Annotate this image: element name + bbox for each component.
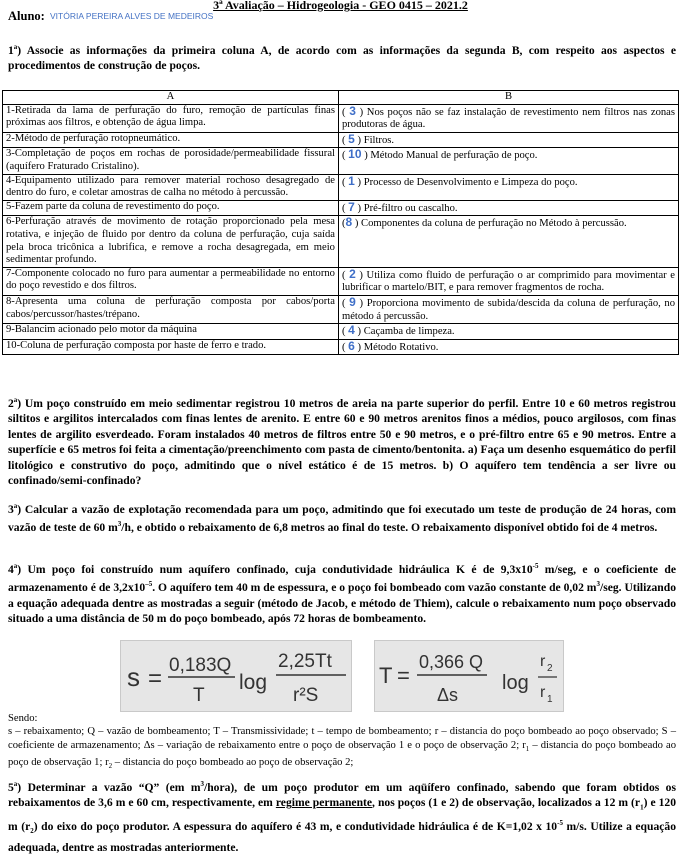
cell-b: ( 10 ) Método Manual de perfuração de poço. bbox=[338, 148, 678, 174]
cell-b: ( 5 ) Filtros. bbox=[338, 132, 678, 148]
cell-b: (8 ) Componentes da coluna de perfuração no Método à percussão. bbox=[338, 216, 678, 267]
cell-b: ( 2 ) Utiliza como fluido de perfuração o ar comprimido para movimentar e lubrificar o martelo/BIT, e para remover fragmentos de rocha. bbox=[338, 267, 678, 295]
cell-a: 10-Coluna de perfuração composta por haste de ferro e trado. bbox=[3, 339, 339, 355]
cell-a: 7-Componente colocado no furo para aumentar a permeabilidade no entorno do poço revestido e dos filtros. bbox=[3, 267, 339, 295]
question-5: 5$^a$) Determinar a vazão “Q” (em $m^3/hora$), de um poço produtor em um aqüífero confinado, sabendo que foram obtidos os rebaixamentos de 3,6 m e 60 cm, respectivamente, em regime permanente, nos poços (1 e 2) de observação, localizados a 12 m $(r_1)$ e 120 m $(r_2)$ do eixo do poço produtor. A espessura do aquífero é 43 m, e condutividade hidráulica é de K=1,02 x $10^{-5}$ m/s. Utilize a equação adequada, dentre as mostradas anteriormente. bbox=[8, 780, 676, 854]
table-row bbox=[3, 174, 679, 200]
answer-input[interactable]: 2 bbox=[349, 266, 356, 281]
question-number: 2 bbox=[8, 396, 14, 410]
column-b-header: B bbox=[338, 91, 678, 105]
cell-b: ( 4 ) Caçamba de limpeza. bbox=[338, 324, 678, 340]
answer-input[interactable]: 9 bbox=[349, 294, 356, 309]
answer-input[interactable]: 4 bbox=[348, 323, 355, 338]
thiem-formula-image bbox=[374, 640, 564, 712]
svg-text:log: log bbox=[502, 672, 529, 694]
legend-title: Sendo: bbox=[8, 713, 38, 724]
svg-text:2,25Tt: 2,25Tt bbox=[278, 651, 332, 672]
question-text: ) Associe as informações da primeira coluna A, de acordo com as informações da segunda B, com respeito aos aspectos e procedimentos de construção de poços. bbox=[8, 43, 676, 73]
cell-a: 1-Retirada da lama de perfuração do furo, remoção de partículas finas próximas aos filtros, e obtenção de água limpa. bbox=[3, 104, 339, 132]
cell-a: 8-Apresenta uma coluna de perfuração composta por cabos/porta cabos/percussor/hastes/trépano. bbox=[3, 295, 339, 323]
cell-b: ( 7 ) Pré-filtro ou cascalho. bbox=[338, 200, 678, 216]
cell-b: ( 3 ) Nos poços não se faz instalação de revestimento nem filtros nas zonas produtoras de água. bbox=[338, 104, 678, 132]
svg-text:1: 1 bbox=[547, 694, 553, 705]
question-2: 2$^a$) Um poço construído em meio sedimentar registrou 10 metros de areia na parte superior do perfil. Entre 10 e 60 metros registrou siltitos e argilitos intercalados com finas lentes de arenito. E entre 60 e 90 metros arenitos finos a médios, pouco argilosos, com finas lentes de argilito esverdeado. Foram instalados 40 metros de filtros entre 50 e 90 metros, e o pré-filtro entre 65 e 90 metros. Entre a superfície e 65 metros foi feita a cimentação/preenchimento com pasta de cimento/bentonita. a) Faça um desenho esquemático do perfil litológico e construtivo do poço, admitindo que o nível estático é de 15 metros. b) O aquífero tem tendência a ser livre ou confinado/semi-confinado? bbox=[8, 396, 676, 488]
question-number: 5 bbox=[8, 780, 14, 794]
column-a-header: A bbox=[3, 91, 339, 105]
svg-text:log: log bbox=[239, 671, 268, 694]
svg-text:2: 2 bbox=[547, 663, 553, 674]
question-number: 3 bbox=[8, 502, 14, 516]
answer-input[interactable]: 6 bbox=[348, 338, 355, 353]
table-row bbox=[3, 295, 679, 323]
question-number: 1 bbox=[8, 43, 14, 57]
student-name: VITÓRIA PEREIRA ALVES DE MEDEIROS bbox=[50, 11, 214, 21]
question-text: ) Um poço construído em meio sedimentar registrou 10 metros de areia na parte superior do perfil. Entre 10 e 60 metros registrou siltitos e argilitos intercalados com finas lentes de arenito. E entre 60 e 90 metros arenitos finos a médios, pouco argilosos, com finas lentes de argilito esverdeado. Foram instalados 40 metros de filtros entre 50 e 90 metros, e o pré-filtro entre 65 e 90 metros. Entre a superfície e 65 metros foi feita a cimentação/preenchimento com pasta de cimento/bentonita. a) Faça um desenho esquemático do perfil litológico e construtivo do poço, admitindo que o nível estático é de 15 metros. b) O aquífero tem tendência a ser livre ou confinado/semi-confinado? bbox=[8, 396, 676, 488]
cell-a: 6-Perfuração através de movimento de rotação proporcionado pela mesa rotativa, e injeção de fluido por dentro da coluna de perfuração, cuja saída pela broca tricônica a lubrifica, e remove a rocha desagregada, em meio sedimentar profundo. bbox=[3, 216, 339, 267]
cell-a: 2-Método de perfuração rotopneumático. bbox=[3, 132, 339, 148]
table-row bbox=[3, 324, 679, 340]
table-row bbox=[3, 200, 679, 216]
table-header-row bbox=[3, 91, 679, 105]
svg-text:s: s bbox=[127, 662, 140, 692]
answer-input[interactable]: 7 bbox=[348, 199, 355, 214]
table-row bbox=[3, 339, 679, 355]
cell-a: 3-Completação de poços em rochas de porosidade/permeabilidade fissural (aquífero Fraturado Cristalino). bbox=[3, 148, 339, 174]
exam-title: 3ª Avaliação – Hidrogeologia - GEO 0415 – 2021.2 bbox=[213, 0, 468, 12]
jacob-formula bbox=[121, 641, 351, 711]
svg-text:T: T bbox=[193, 685, 205, 706]
thiem-formula bbox=[375, 641, 563, 711]
cell-b: ( 9 ) Proporciona movimento de subida/descida da coluna de perfuração, no método á percussão. bbox=[338, 295, 678, 323]
svg-text:0,366 Q: 0,366 Q bbox=[419, 652, 484, 672]
student-label: Aluno: bbox=[8, 9, 45, 23]
legend-text: s – rebaixamento; Q – vazão de bombeamento; T – Transmissividade; t – tempo de bombeamento; r – distancia do poço bombeado ao poço observado; S – coeficiente de armazenamento; Δs – variação de rebaixamento entre o poço de observação 1 e o poço de observação 2; $r_1$ – distancia do poço bombeado ao poço de observação 1; $r_2$ – distancia do poço bombeado ao poço de observação 2; bbox=[8, 726, 676, 771]
table-row bbox=[3, 132, 679, 148]
table-row bbox=[3, 216, 679, 267]
answer-input[interactable]: 10 bbox=[348, 147, 362, 162]
svg-text:=: = bbox=[397, 663, 410, 688]
table-row bbox=[3, 148, 679, 174]
answer-input[interactable]: 5 bbox=[348, 131, 355, 146]
underlined-term: regime permanente bbox=[275, 796, 373, 810]
table-row bbox=[3, 104, 679, 132]
answer-input[interactable]: 1 bbox=[348, 173, 355, 188]
question-3: 3$^a$) Calcular a vazão de explotação recomendada para um poço, admitindo que foi executado um teste de produção de 24 horas, com vazão de teste de 60 $m^3/h$, e obtido o rebaixamento de 6,8 metros ao final do teste. O rebaixamento disponível obtido foi de 4 metros. bbox=[8, 502, 676, 535]
answer-input[interactable]: 3 bbox=[349, 103, 356, 118]
association-table bbox=[2, 90, 679, 355]
question-4: 4$^a$) Um poço foi construído num aquífero confinado, cuja condutividade hidráulica K é de $9,3x10^{-5}$ m/seg, e o coeficiente de armazenamento é de $3,2x10^{-5}$. O aquífero tem 40 m de espessura, e o poço foi bombeado com vazão constante de 0,02 $m^3$/seg. Utilizando a equação adequada dentre as mostradas a seguir (método de Jacob, e método de Thiem), calcule o rebaixamento num poço observado situado a uma distância de 50 m do poço bombeado, após 72 horas de bombeamento. bbox=[8, 562, 676, 626]
svg-text:r: r bbox=[540, 653, 546, 670]
cell-b: ( 1 ) Processo de Desenvolvimento e Limpeza do poço. bbox=[338, 174, 678, 200]
cell-a: 5-Fazem parte da coluna de revestimento do poço. bbox=[3, 200, 339, 216]
svg-text:Δs: Δs bbox=[437, 685, 459, 705]
svg-text:=: = bbox=[148, 665, 163, 692]
jacob-formula-image bbox=[120, 640, 352, 712]
answer-input[interactable]: 8 bbox=[345, 215, 353, 230]
question-1: 1$^a$) Associe as informações da primeira coluna A, de acordo com as informações da segunda B, com respeito aos aspectos e procedimentos de construção de poços. bbox=[8, 43, 676, 73]
cell-b: ( 6 ) Método Rotativo. bbox=[338, 339, 678, 355]
variable-legend bbox=[8, 712, 676, 774]
svg-text:r: r bbox=[540, 684, 546, 701]
cell-a: 4-Equipamento utilizado para remover material rochoso desagregado de dentro do furo, e coletar amostras de calha no método à percussão. bbox=[3, 174, 339, 200]
table-row bbox=[3, 267, 679, 295]
question-number: 4 bbox=[8, 562, 14, 576]
svg-text:T: T bbox=[379, 663, 393, 688]
svg-text:0,183Q: 0,183Q bbox=[169, 655, 232, 676]
cell-a: 9-Balancim acionado pelo motor da máquina bbox=[3, 324, 339, 340]
svg-text:r²S: r²S bbox=[293, 685, 319, 706]
